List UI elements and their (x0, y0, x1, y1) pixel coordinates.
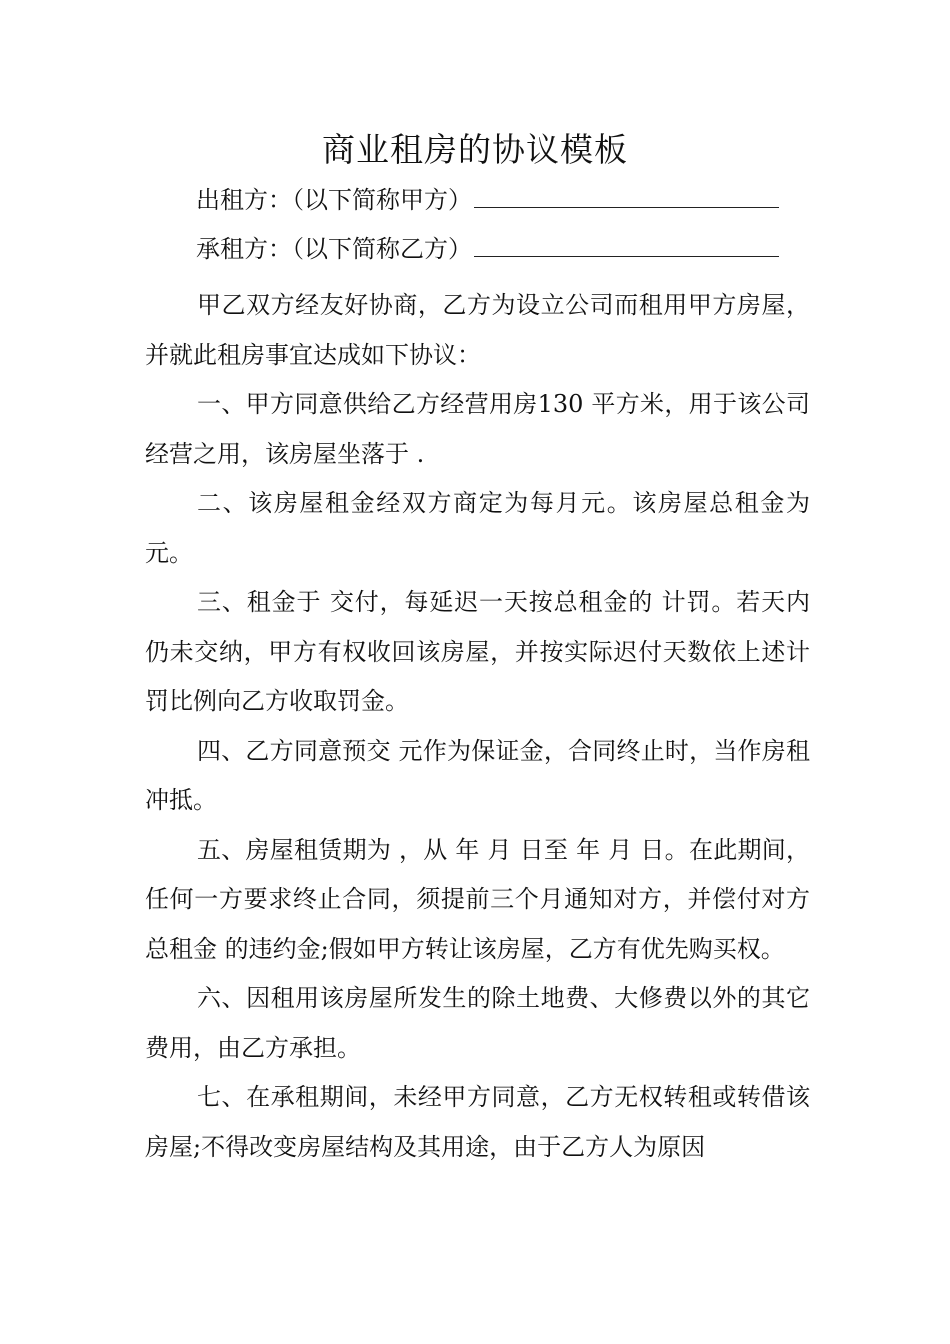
lessor-blank (474, 185, 779, 208)
lessee-line (196, 232, 779, 266)
lessee-label: 承租方：（以下简称乙方） (196, 235, 472, 263)
agreement-body (145, 281, 810, 1172)
clause-5: 五、房屋租赁期为 ，从 年 月 日至 年 月 日。在此期间，任何一方要求终止合同，须提前三个月通知对方，并偿付对方总租金 的违约金;假如甲方转让该房屋，乙方有优先购买权。 (145, 835, 810, 963)
clause-3: 三、租金于 交付，每延迟一天按总租金的 计罚。若天内仍未交纳，甲方有权收回该房屋，并按实际迟付天数依上述计罚比例向乙方收取罚金。 (145, 588, 810, 715)
document-title: 商业租房的协议模板 (322, 130, 628, 169)
lessee-blank (474, 234, 779, 257)
lessor-line (196, 183, 779, 217)
clause-2: 二、该房屋租金经双方商定为每月元。该房屋总租金为 元。 (145, 489, 810, 567)
clause-7: 七、在承租期间，未经甲方同意，乙方无权转租或转借该房屋;不得改变房屋结构及其用途，由于乙方人为原因 (145, 1083, 810, 1161)
clause-4: 四、乙方同意预交 元作为保证金，合同终止时，当作房租冲抵。 (145, 736, 810, 814)
intro-paragraph: 甲乙双方经友好协商，乙方为设立公司而租用甲方房屋，并就此租房事宜达成如下协议： (145, 291, 810, 369)
lessor-label: 出租方：（以下简称甲方） (196, 186, 472, 214)
clause-1: 一、甲方同意供给乙方经营用房130 平方米，用于该公司经营之用，该房屋坐落于 . (145, 390, 810, 468)
clause-6: 六、因租用该房屋所发生的除土地费、大修费以外的其它费用，由乙方承担。 (145, 984, 810, 1062)
